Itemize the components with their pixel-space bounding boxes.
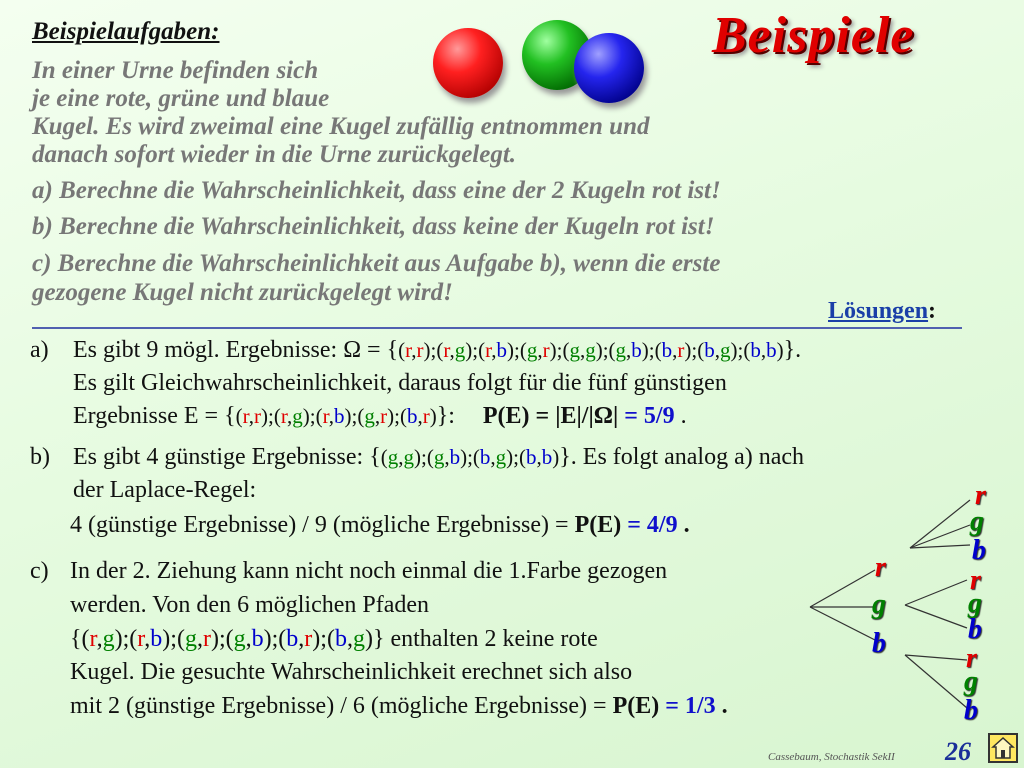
tree-label-r: r — [975, 480, 986, 511]
red-ball-icon — [433, 28, 503, 98]
outcome-r: r — [280, 404, 287, 428]
outcome-r: r — [254, 404, 261, 428]
outcome-g: g — [364, 404, 375, 428]
outcome-b: b — [704, 338, 715, 362]
outcome-r: r — [137, 626, 145, 652]
outcome-b: b — [449, 445, 461, 469]
result-a: = 5/9 — [624, 403, 675, 429]
outcome-g: g — [233, 626, 246, 652]
outcome-b: b — [631, 338, 642, 362]
blue-ball-icon — [574, 33, 644, 103]
outcome-g: g — [454, 338, 466, 362]
outcome-g: g — [387, 445, 399, 469]
solution-b-line3: 4 (günstige Ergebnisse) / 9 (mögliche Ergebnisse) = P(E) = 4/9 . — [70, 512, 690, 538]
outcome-r: r — [304, 626, 313, 652]
outcome-b: b — [334, 404, 345, 428]
outcome-b: b — [406, 404, 418, 428]
footer-credit: Cassebaum, Stochastik SekII — [768, 751, 895, 763]
tree-label-b: b — [964, 695, 978, 726]
outcome-b: b — [286, 626, 299, 652]
outcome-g: g — [403, 445, 414, 469]
outcome-g: g — [569, 338, 580, 362]
tree-diagram-b — [900, 485, 980, 555]
formula-c: P(E) — [612, 693, 660, 719]
outcome-b: b — [750, 338, 761, 362]
outcome-r: r — [542, 338, 550, 362]
outcome-r: r — [380, 404, 388, 428]
outcome-b: b — [251, 626, 264, 652]
question-a: a) Berechne die Wahrscheinlichkeit, dass eine der 2 Kugeln rot ist! — [32, 177, 721, 204]
outcome-r: r — [485, 338, 492, 362]
solution-c-line3: {(r,g);(r,b);(g,r);(g,b);(b,r);(b,g)} enthalten 2 keine rote — [70, 626, 598, 652]
outcome-r: r — [405, 338, 412, 362]
solution-a-line1: Es gibt 9 mögl. Ergebnisse: Ω = {(r,r);(r,g);(r,b);(g,r);(g,g);(g,b);(b,r);(b,g);(b,b)}. — [73, 337, 802, 363]
omega-set: (r,r);(r,g);(r,b);(g,r);(g,g);(g,b);(b,r);(b,g);(b,b) — [398, 338, 784, 362]
result-b: = 4/9 — [627, 512, 678, 538]
solutions-heading: Lösungen: — [828, 298, 937, 324]
tree-diagram-c — [805, 560, 975, 730]
set-c: (r,g);(r,b);(g,r);(g,b);(b,r);(b,g) — [81, 626, 373, 652]
solution-a-marker: a) — [30, 337, 49, 363]
solution-a-line2: Es gilt Gleichwahrscheinlichkeit, daraus folgt für die fünf günstigen — [73, 370, 727, 396]
task-heading: Beispielaufgaben: — [32, 18, 220, 45]
solution-c-line2: werden. Von den 6 möglichen Pfaden — [70, 592, 430, 618]
formula-b: P(E) — [574, 512, 622, 538]
set-a: (r,r);(r,g);(r,b);(g,r);(b,r) — [235, 404, 437, 428]
outcome-r: r — [202, 626, 211, 652]
outcome-g: g — [102, 626, 115, 652]
outcome-b: b — [334, 626, 347, 652]
solution-c-marker: c) — [30, 558, 49, 584]
outcome-b: b — [766, 338, 777, 362]
outcome-r: r — [89, 626, 97, 652]
tree-label-r: r — [966, 643, 977, 674]
outcome-g: g — [526, 338, 538, 362]
tree-label-g: g — [970, 506, 984, 537]
question-b: b) Berechne die Wahrscheinlichkeit, dass keine der Kugeln rot ist! — [32, 213, 715, 240]
outcome-r: r — [322, 404, 329, 428]
set-b: (g,g);(g,b);(b,g);(b,b) — [380, 445, 560, 469]
outcome-r: r — [422, 404, 430, 428]
tree-label-g: g — [968, 588, 982, 619]
outcome-r: r — [443, 338, 450, 362]
tree-label-g: g — [872, 589, 886, 620]
divider — [32, 327, 962, 329]
solution-a-line3: Ergebnisse E = {(r,r);(r,g);(r,b);(g,r);(b,r)}: P(E) = |E|/|Ω| = 5/9 . — [73, 403, 687, 429]
outcome-g: g — [433, 445, 445, 469]
slide-title: Beispiele — [712, 7, 915, 64]
outcome-g: g — [352, 626, 365, 652]
outcome-r: r — [677, 338, 685, 362]
outcome-r: r — [416, 338, 424, 362]
outcome-b: b — [661, 338, 673, 362]
outcome-g: g — [585, 338, 596, 362]
task-line: danach sofort wieder in die Urne zurückgelegt. — [32, 141, 517, 168]
question-c-cont: gezogene Kugel nicht zurückgelegt wird! — [32, 279, 453, 306]
outcome-g: g — [615, 338, 627, 362]
task-line: Kugel. Es wird zweimal eine Kugel zufällig entnommen und — [32, 113, 650, 140]
outcome-g: g — [292, 404, 303, 428]
solution-c-line5: mit 2 (günstige Ergebnisse) / 6 (mögliche Ergebnisse) = P(E) = 1/3 . — [70, 693, 728, 719]
outcome-r: r — [242, 404, 249, 428]
home-icon[interactable] — [988, 733, 1018, 763]
task-line: je eine rote, grüne und blaue — [32, 85, 330, 112]
outcome-g: g — [184, 626, 197, 652]
outcome-g: g — [495, 445, 507, 469]
solution-b-line1: Es gibt 4 günstige Ergebnisse: {(g,g);(g,b);(b,g);(b,b)}. Es folgt analog a) nach — [73, 444, 805, 470]
task-line: In einer Urne befinden sich — [32, 57, 319, 84]
outcome-b: b — [479, 445, 491, 469]
tree-label-r: r — [970, 565, 981, 596]
question-c: c) Berechne die Wahrscheinlichkeit aus Aufgabe b), wenn die erste — [32, 250, 721, 277]
formula-a: P(E) = |E|/|Ω| — [482, 403, 619, 429]
result-c: = 1/3 — [665, 693, 716, 719]
outcome-g: g — [719, 338, 731, 362]
tree-label-b: b — [972, 535, 986, 566]
outcome-b: b — [526, 445, 537, 469]
tree-label-b: b — [872, 628, 886, 659]
solution-c-line4: Kugel. Die gesuchte Wahrscheinlichkeit erechnet sich also — [70, 659, 633, 685]
tree-label-r: r — [875, 552, 886, 583]
solution-b-marker: b) — [30, 444, 50, 470]
tree-label-b: b — [968, 614, 982, 645]
tree-label-g: g — [964, 666, 978, 697]
outcome-b: b — [496, 338, 508, 362]
solution-c-line1: In der 2. Ziehung kann nicht noch einmal die 1.Farbe gezogen — [70, 558, 668, 584]
outcome-b: b — [541, 445, 553, 469]
solution-b-line2: der Laplace-Regel: — [73, 477, 257, 503]
page-number: 26 — [945, 737, 971, 766]
outcome-b: b — [150, 626, 163, 652]
